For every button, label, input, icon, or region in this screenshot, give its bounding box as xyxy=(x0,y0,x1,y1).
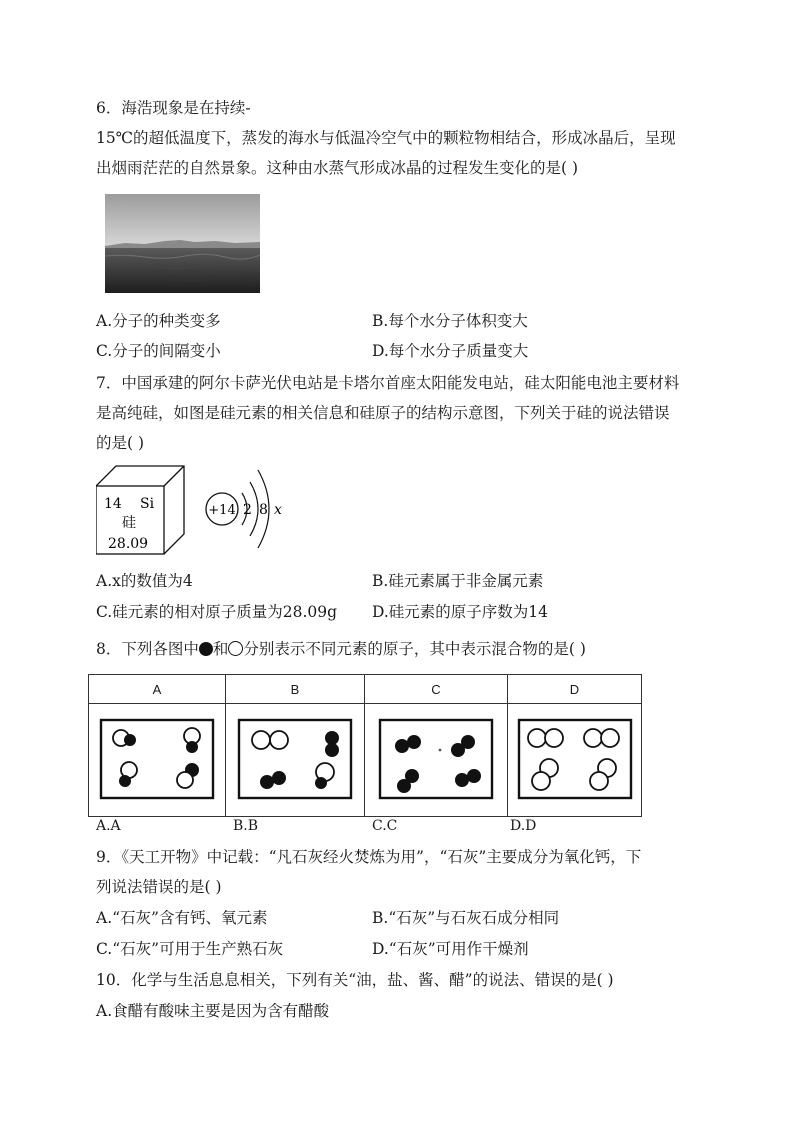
diagram-d xyxy=(515,716,635,802)
element-symbol: Si xyxy=(140,496,155,512)
q6-stem-line2: 15℃的超低温度下，蒸发的海水与低温冷空气中的颗粒物相结合，形成冰晶后，呈现 xyxy=(96,129,676,147)
q6-option-a[interactable]: A.分子的种类变多 xyxy=(96,312,221,330)
q6-stem-line3: 出烟雨茫茫的自然景象。这种由水蒸气形成冰晶的过程发生变化的是( ) xyxy=(96,159,579,177)
q8-stem-suffix: 分别表示不同元素的原子，其中表示混合物的是( ) xyxy=(243,640,586,658)
q9-option-a[interactable]: A.“石灰”含有钙、氧元素 xyxy=(96,909,268,927)
q6-option-b[interactable]: B.每个水分子体积变大 xyxy=(372,312,528,330)
q6-stem-line1: 6．海浩现象是在持续- xyxy=(96,99,251,117)
q7-option-c[interactable]: C.硅元素的相对原子质量为28.09g xyxy=(96,603,338,621)
q6-option-d[interactable]: D.每个水分子质量变大 xyxy=(372,342,529,360)
q8-option-c[interactable]: C.C xyxy=(372,818,398,834)
q10-stem: 10．化学与生活息息相关，下列有关“油，盐、酱、醋”的说法、错误的是( ) xyxy=(96,971,614,989)
diagram-cell-b xyxy=(226,704,365,817)
element-mass: 28.09 xyxy=(108,536,149,552)
q6-option-c[interactable]: C.分子的间隔变小 xyxy=(96,342,221,360)
electrons-shell-2: 8 xyxy=(259,502,268,518)
q7-option-d[interactable]: D.硅元素的原子序数为14 xyxy=(372,603,549,621)
element-number: 14 xyxy=(104,496,122,512)
header-a: A xyxy=(89,675,226,704)
q9-stem-line2: 列说法错误的是( ) xyxy=(96,878,222,896)
q7-option-b[interactable]: B.硅元素属于非金属元素 xyxy=(372,572,544,590)
q7-stem-line3: 的是( ) xyxy=(96,434,145,452)
diagram-b xyxy=(235,716,355,802)
q10-option-a[interactable]: A.食醋有酸味主要是因为含有醋酸 xyxy=(96,1002,330,1020)
q9-stem-line1: 9．《天工开物》中记载：“凡石灰经火焚炼为用”，“石灰”主要成分为氧化钙，下 xyxy=(96,848,642,866)
solid-atom-icon xyxy=(199,642,213,656)
header-b: B xyxy=(226,675,365,704)
q7-stem-line2: 是高纯硅，如图是硅元素的相关信息和硅原子的结构示意图，下列关于硅的说法错误 xyxy=(96,404,670,422)
electrons-shell-3: x xyxy=(274,502,282,518)
nucleus-charge: +14 xyxy=(208,503,236,518)
q9-option-b[interactable]: B.“石灰”与石灰石成分相同 xyxy=(372,909,560,927)
diagram-cell-d xyxy=(508,704,642,817)
diagram-a xyxy=(97,716,217,802)
particle-diagram-table xyxy=(88,674,642,817)
q9-option-d[interactable]: D.“石灰”可用作干燥剂 xyxy=(372,940,529,958)
q7-option-a[interactable]: A.x的数值为4 xyxy=(96,572,193,590)
diagram-cell-c xyxy=(365,704,508,817)
element-name: 硅 xyxy=(122,515,136,531)
q8-option-a[interactable]: A.A xyxy=(96,818,121,834)
q8-option-b[interactable]: B.B xyxy=(233,818,259,834)
q7-stem-line1: 7．中国承建的阿尔卡萨光伏电站是卡塔尔首座太阳能发电站，硅太阳能电池主要材料 xyxy=(96,374,680,392)
header-c: C xyxy=(365,675,508,704)
q8-option-d[interactable]: D.D xyxy=(510,818,537,834)
q8-stem-prefix: 8．下列各图中 xyxy=(96,640,199,658)
silicon-figure xyxy=(96,460,296,560)
diagram-cell-a xyxy=(89,704,226,817)
header-d: D xyxy=(508,675,642,704)
q8-stem-mid: 和 xyxy=(212,640,229,658)
hollow-atom-icon xyxy=(228,641,243,656)
q9-option-c[interactable]: C.“石灰”可用于生产熟石灰 xyxy=(96,940,284,958)
q8-stem xyxy=(96,639,586,659)
sea-smoke-photo xyxy=(105,194,260,293)
diagram-c xyxy=(376,716,496,802)
electrons-shell-1: 2 xyxy=(243,502,252,518)
